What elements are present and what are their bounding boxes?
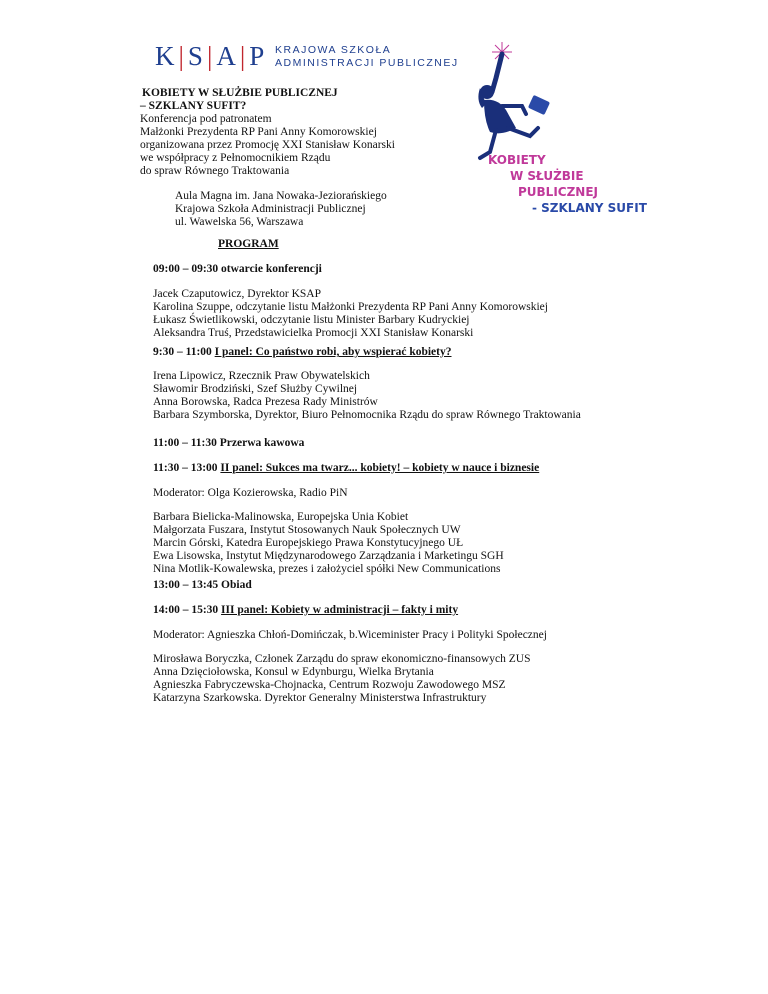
speaker: Barbara Bielicka-Malinowska, Europejska Unia Kobiet (153, 511, 409, 523)
moderator: Moderator: Agnieszka Chłoń-Domińczak, b.Wiceminister Pracy i Polityki Społecznej (153, 629, 547, 641)
moderator: Moderator: Olga Kozierowska, Radio PiN (153, 487, 348, 499)
speaker: Agnieszka Fabryczewska-Chojnacka, Centrum Rozwoju Zawodowego MSZ (153, 679, 506, 691)
venue-line: ul. Wawelska 56, Warszawa (175, 216, 304, 228)
intro-line: do spraw Równego Traktowania (140, 165, 290, 177)
woman-figure-illustration (472, 40, 582, 165)
session-time: 11:30 – 13:00 (153, 462, 218, 474)
panel-title: III panel: Kobiety w administracji – fakty i mity (221, 604, 459, 616)
program-heading: PROGRAM (218, 238, 279, 250)
venue-line: Krajowa Szkoła Administracji Publicznej (175, 203, 366, 215)
venue-line: Aula Magna im. Jana Nowaka-Jeziorańskiego (175, 190, 387, 202)
conference-title-line1: KOBIETY W SŁUŻBIE PUBLICZNEJ (142, 87, 338, 99)
school-name-line2: ADMINISTRACJI PUBLICZNEJ (275, 57, 459, 69)
venue-block (175, 190, 387, 229)
logo-divider: | (239, 41, 247, 71)
ksap-logo (155, 41, 265, 72)
session-heading (153, 604, 458, 617)
campaign-title (488, 152, 647, 216)
conference-title-line2: – SZKLANY SUFIT? (140, 100, 247, 112)
logo-letter: K (155, 41, 176, 71)
speaker: Sławomir Brodziński, Szef Służby Cywilnej (153, 383, 358, 395)
school-name-line1: KRAJOWA SZKOŁA (275, 44, 392, 56)
speaker: Anna Borowska, Radca Prezesa Rady Ministrów (153, 396, 378, 408)
speaker: Barbara Szymborska, Dyrektor, Biuro Pełnomocnika Rządu do spraw Równego Traktowania (153, 409, 581, 421)
speaker: Katarzyna Szarkowska. Dyrektor Generalny Ministerstwa Infrastruktury (153, 692, 487, 704)
session-time: 9:30 – 11:00 (153, 346, 212, 358)
speaker: Małgorzata Fuszara, Instytut Stosowanych Nauk Społecznych UW (153, 524, 461, 536)
campaign-line1: KOBIETY (488, 153, 546, 167)
logo-divider: | (178, 41, 185, 71)
speaker: Łukasz Świetlikowski, odczytanie listu Minister Barbary Kudryckiej (153, 314, 470, 326)
campaign-line2: W SŁUŻBIE (510, 169, 584, 183)
panel-title: II panel: Sukces ma twarz... kobiety! – kobiety w nauce i biznesie (220, 462, 540, 474)
session-time: 14:00 – 15:30 (153, 604, 219, 616)
speaker: Mirosława Boryczka, Członek Zarządu do spraw ekonomiczno-finansowych ZUS (153, 653, 531, 665)
session-time: 09:00 – 09:30 otwarcie konferencji (153, 263, 322, 275)
logo-letter: S (187, 41, 204, 71)
speaker: Anna Dzięciołowska, Konsul w Edynburgu, Wielka Brytania (153, 666, 434, 678)
briefcase-icon (528, 95, 550, 115)
speaker-list (153, 370, 581, 422)
logo-letter: A (216, 41, 237, 71)
speaker-list (153, 288, 548, 340)
intro-line: we współpracy z Pełnomocnikiem Rządu (140, 152, 331, 164)
session-time: 13:00 – 13:45 Obiad (153, 579, 252, 591)
school-name (275, 44, 459, 70)
speaker: Jacek Czaputowicz, Dyrektor KSAP (153, 288, 321, 300)
speaker: Marcin Górski, Katedra Europejskiego Prawa Konstytucyjnego UŁ (153, 537, 464, 549)
speaker: Irena Lipowicz, Rzecznik Praw Obywatelskich (153, 370, 370, 382)
speaker-list (153, 511, 504, 576)
speaker: Ewa Lisowska, Instytut Międzynarodowego Zarządzania i Marketingu SGH (153, 550, 504, 562)
intro-line: Małżonki Prezydenta RP Pani Anny Komorowskiej (140, 126, 377, 138)
session-heading (153, 346, 452, 359)
speaker: Nina Motlik-Kowalewska, prezes i założyciel spółki New Communications (153, 563, 501, 575)
intro-line: Konferencja pod patronatem (140, 113, 272, 125)
session-time: 11:00 – 11:30 Przerwa kawowa (153, 437, 305, 449)
logo-divider: | (206, 41, 214, 71)
campaign-line3: PUBLICZNEJ (518, 185, 599, 199)
speaker-list (153, 653, 530, 705)
intro-block (140, 87, 395, 178)
panel-title: I panel: Co państwo robi, aby wspierać kobiety? (214, 346, 452, 358)
logo-letter: P (249, 41, 266, 71)
session-heading (153, 462, 539, 475)
speaker: Karolina Szuppe, odczytanie listu Małżonki Prezydenta RP Pani Anny Komorowskiej (153, 301, 548, 313)
intro-line: organizowana przez Promocję XXI Stanisław Konarski (140, 139, 395, 151)
campaign-line4: - SZKLANY SUFIT (532, 201, 647, 215)
speaker: Aleksandra Truś, Przedstawicielka Promocji XXI Stanisław Konarski (153, 327, 474, 339)
